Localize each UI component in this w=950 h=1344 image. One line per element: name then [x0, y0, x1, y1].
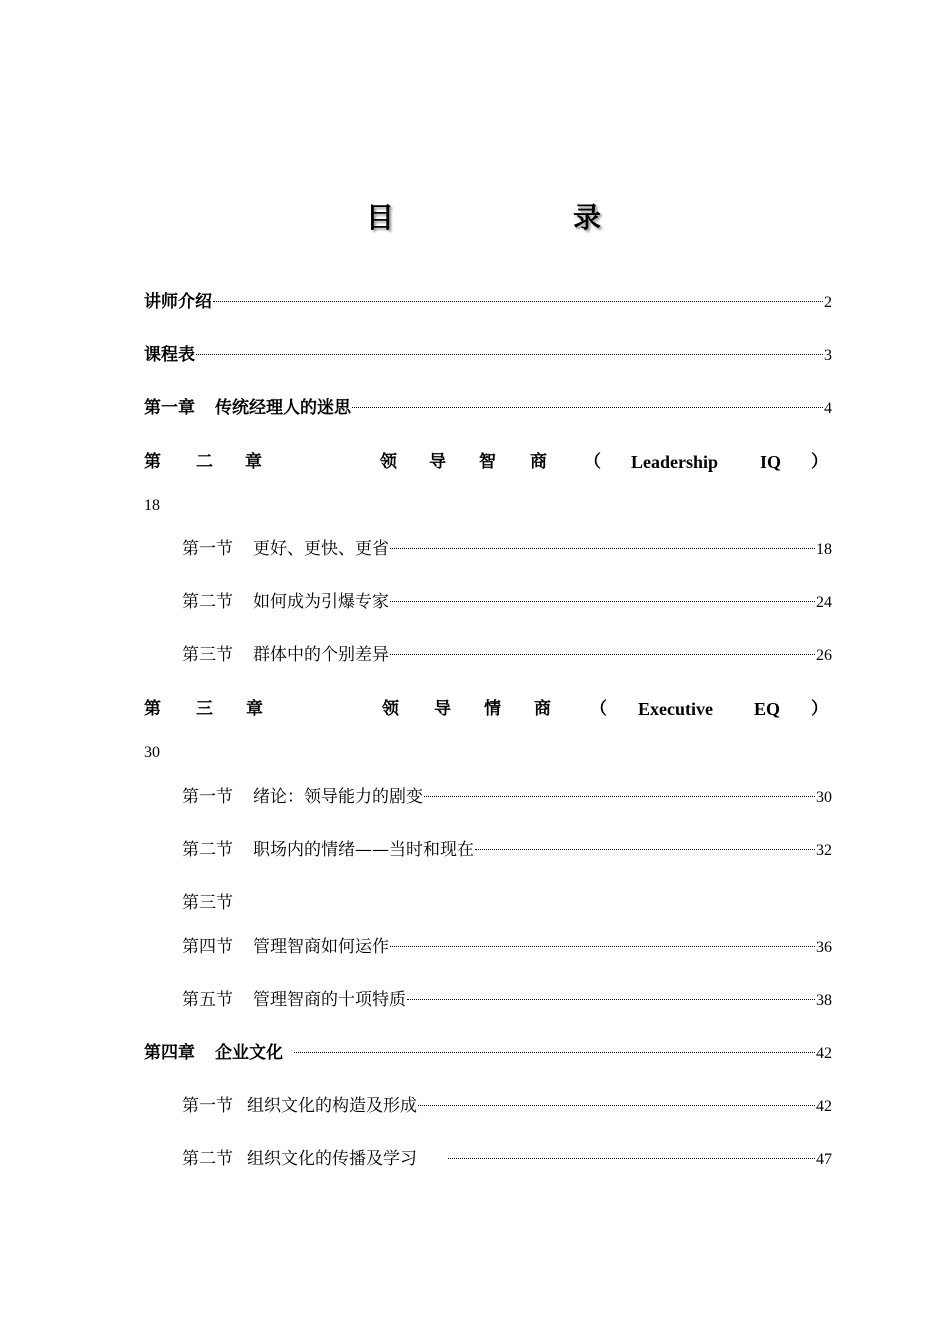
toc-page-number: 36	[816, 939, 832, 956]
toc-page-number: 42	[816, 1098, 832, 1115]
toc-section-number: 第一节	[182, 787, 233, 807]
toc-label: 群体中的个别差异	[253, 645, 389, 665]
chapter-2-word: Leadership	[631, 452, 719, 472]
chapter-3-char: 导	[434, 699, 451, 719]
toc-page-number: 24	[816, 594, 832, 611]
toc-label: 管理智商如何运作	[253, 937, 389, 957]
chapter-3-char: ）	[811, 699, 828, 719]
toc-entry-section[interactable]	[182, 643, 832, 667]
title-char-1: 目	[366, 201, 395, 234]
toc-entry-section[interactable]	[182, 1094, 832, 1118]
toc-section-number: 第二节	[182, 840, 233, 860]
chapter-2-word: IQ	[760, 452, 782, 472]
toc-entry-section[interactable]	[182, 935, 832, 959]
dot-leader	[418, 1105, 815, 1106]
toc-page-number: 2	[824, 294, 832, 311]
page-title	[0, 196, 950, 240]
dot-leader	[448, 1158, 815, 1159]
dot-leader	[196, 354, 823, 355]
toc-chapter-number: 第四章	[144, 1043, 195, 1063]
toc-label: 绪论：领导能力的剧变	[253, 787, 423, 807]
chapter-3-char: 领	[382, 699, 399, 719]
chapter-2-char: 智	[479, 452, 496, 472]
chapter-2-char: （	[584, 452, 601, 472]
toc-section-number: 第一节	[182, 1096, 233, 1116]
toc-entry-chapter-4[interactable]	[144, 1041, 832, 1065]
toc-label: 更好、更快、更省	[253, 539, 389, 559]
toc-page-number: 4	[824, 400, 832, 417]
toc-page-number: 30	[144, 744, 160, 761]
toc-page-number: 32	[816, 842, 832, 859]
dot-leader	[390, 654, 815, 655]
toc-section-number: 第三节	[182, 893, 233, 913]
toc-page-number: 26	[816, 647, 832, 664]
toc-section-number: 第三节	[182, 645, 233, 665]
chapter-3-char: 情	[484, 699, 501, 719]
toc-entry-section[interactable]	[182, 590, 832, 614]
toc-entry-instructor[interactable]	[144, 290, 832, 314]
chapter-2-char: 第	[144, 452, 161, 472]
chapter-2-char: 导	[429, 452, 446, 472]
toc-section-number: 第一节	[182, 539, 233, 559]
toc-label: 企业文化	[215, 1043, 283, 1063]
dot-leader	[294, 1052, 815, 1053]
toc-entry-section[interactable]	[182, 785, 832, 809]
toc-label: 职场内的情绪——当时和现在	[253, 840, 474, 860]
toc-label: 组织文化的传播及学习	[247, 1149, 417, 1169]
dot-leader	[424, 796, 815, 797]
toc-section-number: 第二节	[182, 1149, 233, 1169]
toc-section-number: 第二节	[182, 592, 233, 612]
chapter-2-char: 章	[245, 452, 262, 472]
toc-entry-section[interactable]	[182, 988, 832, 1012]
dot-leader	[407, 999, 815, 1000]
chapter-3-char: 三	[196, 699, 213, 719]
toc-label: 如何成为引爆专家	[253, 592, 389, 612]
chapter-3-char: 商	[534, 699, 551, 719]
chapter-2-char: 二	[196, 452, 213, 472]
toc-page-number: 3	[824, 347, 832, 364]
chapter-2-char: ）	[811, 452, 828, 472]
chapter-3-char: （	[590, 699, 607, 719]
chapter-3-char: 章	[246, 699, 263, 719]
toc-entry-section[interactable]	[182, 1147, 832, 1171]
dot-leader	[390, 601, 815, 602]
toc-entry-section[interactable]	[182, 537, 832, 561]
toc-section-number: 第五节	[182, 990, 233, 1010]
toc-entry-chapter-2[interactable]	[144, 450, 832, 474]
toc-entry-chapter-3[interactable]	[144, 697, 832, 721]
toc-page-number: 30	[816, 789, 832, 806]
toc-page-number: 18	[144, 497, 160, 514]
chapter-3-char: 第	[144, 699, 161, 719]
chapter-3-word: EQ	[754, 699, 781, 719]
toc-entry-section[interactable]	[182, 891, 832, 915]
toc-entry-section[interactable]	[182, 838, 832, 862]
toc-label: 传统经理人的迷思	[215, 398, 351, 418]
dot-leader	[390, 548, 815, 549]
toc-entry-schedule[interactable]	[144, 343, 832, 367]
title-char-2: 录	[573, 201, 602, 234]
dot-leader	[390, 946, 815, 947]
toc-entry-chapter-1[interactable]	[144, 396, 832, 420]
toc-label: 讲师介绍	[144, 292, 212, 312]
dot-leader	[352, 407, 823, 408]
dot-leader	[475, 849, 815, 850]
toc-page-number: 18	[816, 541, 832, 558]
toc-label: 课程表	[144, 345, 195, 365]
toc-label: 组织文化的构造及形成	[247, 1096, 417, 1116]
toc-chapter-number: 第一章	[144, 398, 195, 418]
chapter-2-char: 商	[530, 452, 547, 472]
dot-leader	[213, 301, 823, 302]
toc-section-number: 第四节	[182, 937, 233, 957]
chapter-2-char: 领	[380, 452, 397, 472]
chapter-3-word: Executive	[638, 699, 713, 719]
toc-page-number: 42	[816, 1045, 832, 1062]
toc-label: 管理智商的十项特质	[253, 990, 406, 1010]
toc-page-number: 38	[816, 992, 832, 1009]
toc-page-number: 47	[816, 1151, 832, 1168]
